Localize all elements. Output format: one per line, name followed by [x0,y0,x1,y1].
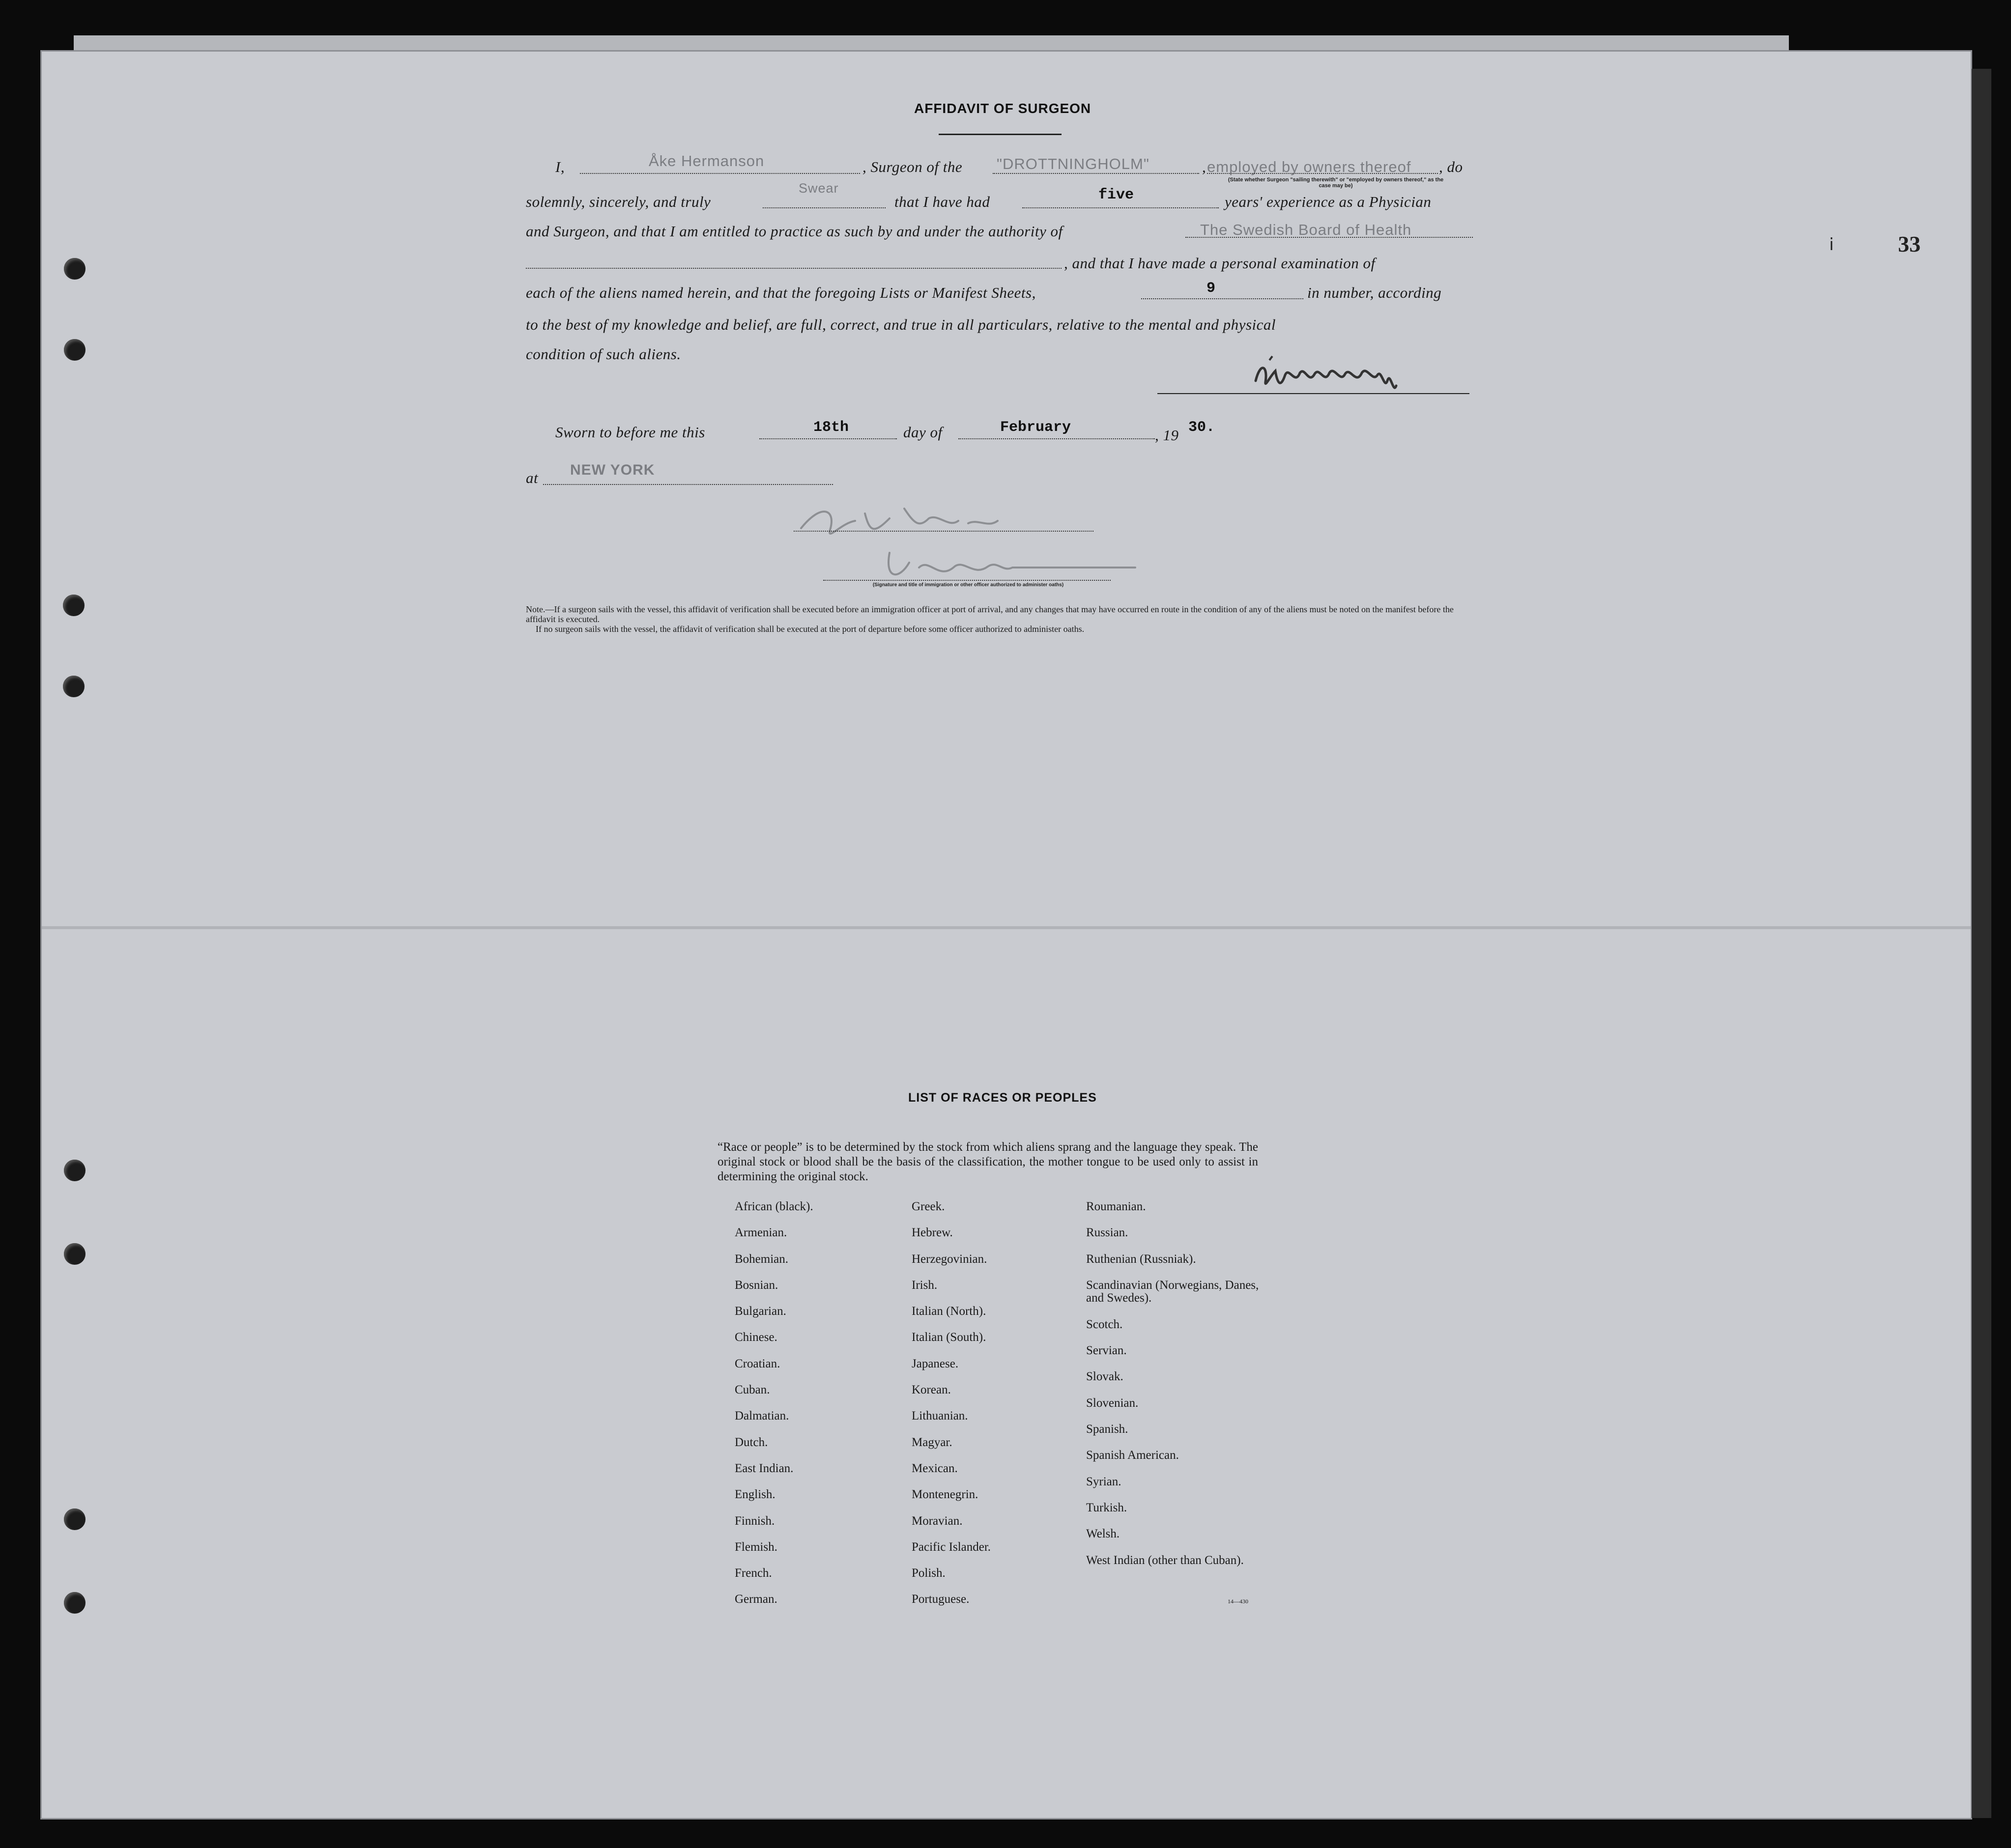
race-item: Slovak. [1086,1370,1123,1384]
race-item: Armenian. [735,1226,787,1240]
race-item: English. [735,1488,776,1502]
race-item: Italian (South). [912,1331,986,1344]
affidavit-line4-post: , and that I have made a personal examination of [1064,255,1376,272]
tick-mark: ⅰ [1829,236,1834,254]
race-item: Pacific Islander. [912,1540,991,1554]
years-value: five [1098,187,1134,203]
punch-hole [63,676,85,697]
affidavit-line5-pre: each of the aliens named herein, and that the foregoing Lists or Manifest Sheets, [526,284,1036,301]
race-item: Bohemian. [735,1252,789,1266]
sworn-day-label: day of [903,424,943,441]
race-item: Irish. [912,1278,938,1292]
employed-blank [1207,173,1438,174]
race-item: Scotch. [1086,1317,1123,1331]
sworn-day-blank [759,438,897,439]
ship-name-blank [993,173,1199,174]
race-item: French. [735,1566,772,1580]
sheets-value: 9 [1207,280,1216,297]
sworn-year: 30. [1188,419,1215,436]
punch-hole [64,258,86,280]
sworn-day: 18th [813,419,849,436]
race-item: Servian. [1086,1344,1127,1358]
ship-name: "DROTTNINGHOLM" [997,155,1149,172]
oath-word: Swear [799,181,839,196]
page-number: 33 [1898,231,1921,256]
race-item: German. [735,1592,777,1606]
punch-hole [64,1592,86,1614]
sworn-month: February [1000,419,1071,436]
affidavit-line7: condition of such aliens. [526,345,681,363]
race-item: Syrian. [1086,1475,1121,1488]
race-item: Chinese. [735,1331,777,1344]
race-item: Croatian. [735,1357,780,1370]
race-item: Welsh. [1086,1527,1120,1541]
race-item: Hebrew. [912,1226,953,1240]
affidavit-title: AFFIDAVIT OF SURGEON [914,101,1092,116]
note-line1: Note.—If a surgeon sails with the vessel, this affidavit of verification shall be executed before an immigration officer at port of arrival, and any changes that may have occurred en route in the condition of any of the aliens must be noted on the manifest before the affidavit is executed. [526,604,1454,624]
race-item: Korean. [912,1383,951,1397]
sworn-pre: Sworn to before me this [555,424,705,441]
punch-hole [64,339,86,361]
race-item: Polish. [912,1566,946,1580]
race-item: Lithuanian. [912,1409,968,1423]
years-blank [1022,207,1219,208]
race-item: Finnish. [735,1514,775,1528]
race-item: Bosnian. [735,1278,778,1292]
affidavit-note [526,604,1469,634]
race-item: Greek. [912,1200,945,1213]
affidavit-line2-post: years' experience as a Physician [1225,193,1432,210]
races-column-1 [735,1200,813,1620]
race-item: Slovenian. [1086,1396,1139,1410]
affidavit-line1-post: , do [1439,158,1463,175]
surgeon-name-blank [580,173,860,174]
officer-signature [791,494,1145,592]
races-column-3 [1086,1200,1263,1593]
race-item: Spanish. [1086,1422,1128,1436]
affidavit-line3-pre: and Surgeon, and that I am entitled to practice as such by and under the authority of [526,223,1063,240]
affidavit-line1-comma: , [1202,158,1207,175]
punch-hole [64,1243,86,1265]
punch-hole [63,595,85,616]
race-item: Bulgarian. [735,1305,786,1318]
surgeon-signature [1251,351,1408,396]
officer-caption: (Signature and title of immigration or other officer authorized to administer oaths) [872,582,1064,588]
note-line2: If no surgeon sails with the vessel, the affidavit of verification shall be executed at the port of departure before some officer authorized to administer oaths. [536,624,1085,634]
race-item: Scandinavian (Norwegians, Danes, and Swedes). [1086,1278,1259,1305]
race-item: Mexican. [912,1461,958,1475]
race-item: Moravian. [912,1514,963,1528]
affidavit-line2-mid: that I have had [894,193,990,210]
sworn-year-prefix: , 19 [1155,426,1179,444]
authority-blank-2 [526,268,1062,269]
race-item: East Indian. [735,1461,794,1475]
at-label: at [526,469,539,486]
race-item: Flemish. [735,1540,777,1554]
at-place: NEW YORK [570,462,655,478]
race-item: Spanish American. [1086,1449,1179,1462]
race-item: Turkish. [1086,1501,1127,1514]
race-item: Dutch. [735,1435,768,1449]
race-item: Cuban. [735,1383,770,1397]
punch-hole [64,1508,86,1530]
race-item: African (black). [735,1200,813,1213]
affidavit-line1-mid: , Surgeon of the [862,158,963,175]
authority-value: The Swedish Board of Health [1200,221,1412,238]
title-underline [939,134,1062,135]
race-item: Portuguese. [912,1592,970,1606]
race-item: West Indian (other than Cuban). [1086,1553,1244,1567]
affidavit-line2-pre: solemnly, sincerely, and truly [526,193,711,210]
officer-signature-line-1 [794,531,1093,532]
sheets-blank [1141,298,1303,299]
race-item: Ruthenian (Russniak). [1086,1252,1196,1266]
races-column-2 [912,1200,991,1620]
affidavit-line6: to the best of my knowledge and belief, are full, correct, and true in all particulars, relative to the mental and physical [526,316,1276,333]
race-item: Magyar. [912,1435,952,1449]
race-item: Dalmatian. [735,1409,789,1423]
races-title: LIST OF RACES OR PEOPLES [908,1091,1097,1105]
races-intro: “Race or people” is to be determined by the stock from which aliens sprang and the language they speak. The original stock or blood shall be the basis of the classification, the mother tongue to be used only to assist in determining the original stock. [718,1140,1258,1183]
officer-signature-line-2 [823,580,1111,581]
employed-by: employed by owners thereof [1207,158,1411,175]
binding-edge [1972,69,1991,1818]
race-item: Roumanian. [1086,1200,1146,1213]
employed-note: (State whether Surgeon "sailing therewith" or "employed by owners thereof," as the case may be) [1228,177,1444,189]
at-place-blank [543,484,833,485]
oath-blank [763,207,886,208]
affidavit-line1-pre: I, [555,158,565,175]
affidavit-line5-post: in number, according [1307,284,1442,301]
race-item: Japanese. [912,1357,959,1370]
race-item: Italian (North). [912,1305,986,1318]
form-number: 14—430 [1228,1598,1248,1605]
race-item: Russian. [1086,1226,1128,1240]
punch-hole [64,1160,86,1181]
race-item: Herzegovinian. [912,1252,987,1266]
race-item: Montenegrin. [912,1488,978,1502]
sworn-month-blank [958,438,1155,439]
surgeon-signature-line [1157,393,1469,394]
fold-line [42,926,1971,929]
surgeon-name: Åke Hermanson [649,152,765,170]
